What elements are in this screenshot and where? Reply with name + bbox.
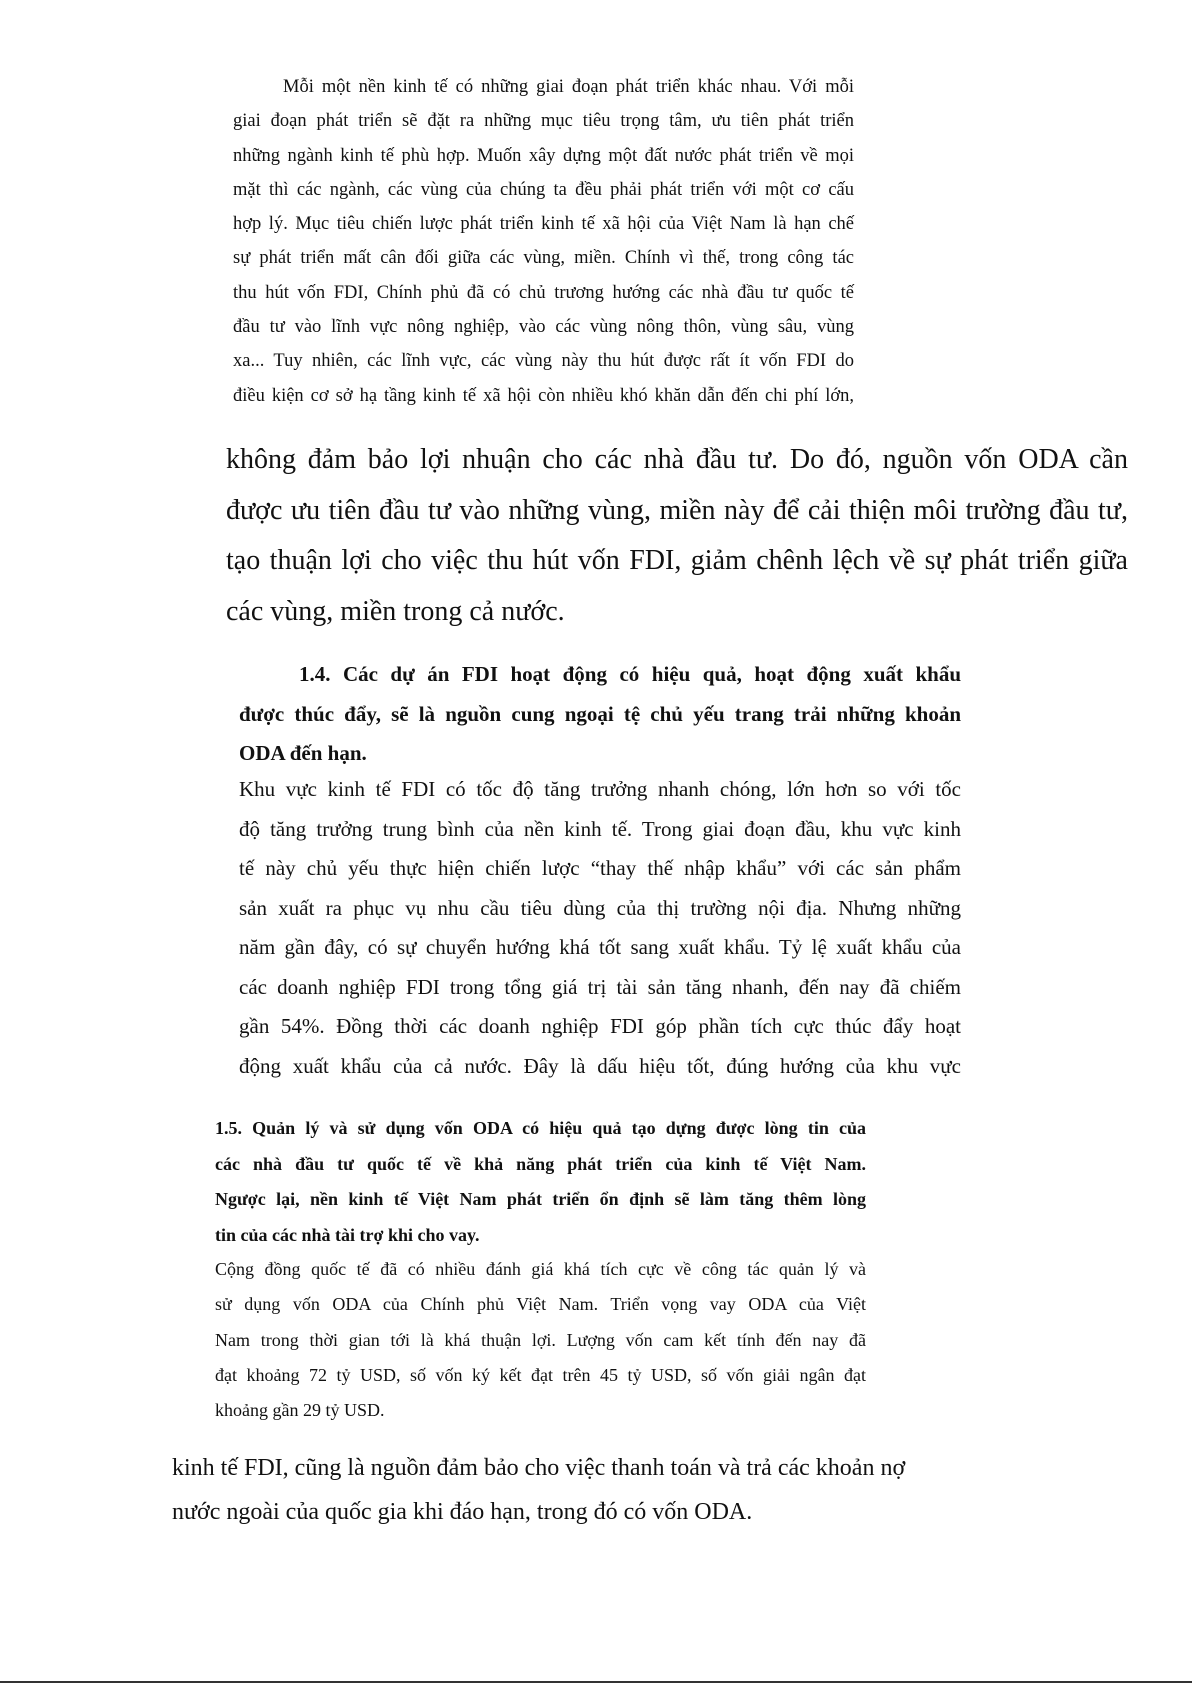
heading-line: ODA đến hạn. [239,741,367,765]
paragraph-oda-priority [226,435,1128,637]
text-line: Khu vực kinh tế FDI có tốc độ tăng trưởng nhanh chóng, lớn hơn so với tốc [239,777,961,801]
text-line: nước ngoài của quốc gia khi đáo hạn, trong đó có vốn ODA. [172,1499,753,1525]
text-line: đạt khoảng 72 tỷ USD, số vốn ký kết đạt trên 45 tỷ USD, số vốn giải ngân đạt [215,1364,866,1385]
text-line: kinh tế FDI, cũng là nguồn đảm bảo cho việc thanh toán và trả các khoản nợ [172,1455,906,1481]
text-line: tế này chủ yếu thực hiện chiến lược “thay thế nhập khẩu” với các sản phẩm [239,856,961,880]
heading-line: được thúc đẩy, sẽ là nguồn cung ngoại tệ chủ yếu trang trải những khoản [239,701,961,726]
text-line: khoảng gần 29 tỷ USD. [215,1400,385,1421]
text-line: tạo thuận lợi cho việc thu hút vốn FDI, giảm chênh lệch về sự phát triển giữa [226,545,1128,576]
text-line: Cộng đồng quốc tế đã có nhiều đánh giá khá tích cực về công tác quản lý và [215,1259,866,1279]
text-line: các doanh nghiệp FDI trong tổng giá trị tài sản tăng nhanh, đến nay đã chiếm [239,974,961,999]
text-line: mặt thì các ngành, các vùng của chúng ta đều phải phát triển với một cơ cấu [233,179,854,200]
paragraph-fdi-debt-repayment [172,1446,952,1534]
text-line: không đảm bảo lợi nhuận cho các nhà đầu tư. Do đó, nguồn vốn ODA cần [226,444,1128,475]
paragraph-regional-development [233,70,854,413]
text-line: động xuất khẩu của cả nước. Đây là dấu hiệu tốt, đúng hướng của khu vực [239,1053,961,1078]
text-line: điều kiện cơ sở hạ tầng kinh tế xã hội còn nhiều khó khăn dẫn đến chi phí lớn, [233,385,854,406]
text-line: xa... Tuy nhiên, các lĩnh vực, các vùng này thu hút được rất ít vốn FDI do [233,351,854,372]
text-line: thu hút vốn FDI, Chính phủ đã có chủ trương hướng các nhà đầu tư quốc tế [233,282,854,303]
heading-line: 1.4. Các dự án FDI hoạt động có hiệu quả, hoạt động xuất khẩu [299,662,961,686]
heading-line: 1.5. Quản lý và sử dụng vốn ODA có hiệu quả tạo dựng được lòng tin của [215,1118,866,1138]
text-line: hợp lý. Mục tiêu chiến lược phát triển kinh tế xã hội của Việt Nam là hạn chế [233,214,854,235]
text-line: độ tăng trưởng trung bình của nền kinh tế. Trong giai đoạn đầu, khu vực kinh [239,816,961,841]
paragraph-oda-management [215,1252,866,1428]
text-line: Mỗi một nền kinh tế có những giai đoạn phát triển khác nhau. Với mỗi [283,77,854,97]
text-line: các vùng, miền trong cả nước. [226,595,565,627]
text-line: sự phát triển mất cân đối giữa các vùng, miền. Chính vì thế, trong công tác [233,248,854,269]
text-line: sử dụng vốn ODA của Chính phủ Việt Nam. Triển vọng vay ODA của Việt [215,1294,866,1315]
text-line: được ưu tiên đầu tư vào những vùng, miền này để cải thiện môi trường đầu tư, [226,494,1128,526]
heading-line: các nhà đầu tư quốc tế về khả năng phát triển của kinh tế Việt Nam. [215,1153,866,1174]
section-heading-1-4 [239,655,961,774]
text-line: Nam trong thời gian tới là khá thuận lợi. Lượng vốn cam kết tính đến nay đã [215,1329,866,1350]
text-line: gần 54%. Đồng thời các doanh nghiệp FDI góp phần tích cực thúc đẩy hoạt [239,1014,961,1038]
section-heading-1-5 [215,1111,866,1253]
heading-line: Ngược lại, nền kinh tế Việt Nam phát triển ổn định sẽ làm tăng thêm lòng [215,1189,866,1209]
text-line: sản xuất ra phục vụ nhu cầu tiêu dùng của thị trường nội địa. Nhưng những [239,895,961,920]
page-bottom-rule [0,1681,1192,1683]
text-line: đầu tư vào lĩnh vực nông nghiệp, vào các vùng nông thôn, vùng sâu, vùng [233,317,854,338]
paragraph-fdi-export [239,770,961,1086]
heading-line: tin của các nhà tài trợ khi cho vay. [215,1224,480,1245]
text-line: những ngành kinh tế phù hợp. Muốn xây dựng một đất nước phát triển về mọi [233,145,854,166]
text-line: giai đoạn phát triển sẽ đặt ra những mục tiêu trọng tâm, ưu tiên phát triển [233,111,854,132]
text-line: năm gần đây, có sự chuyển hướng khá tốt sang xuất khẩu. Tỷ lệ xuất khẩu của [239,935,961,959]
